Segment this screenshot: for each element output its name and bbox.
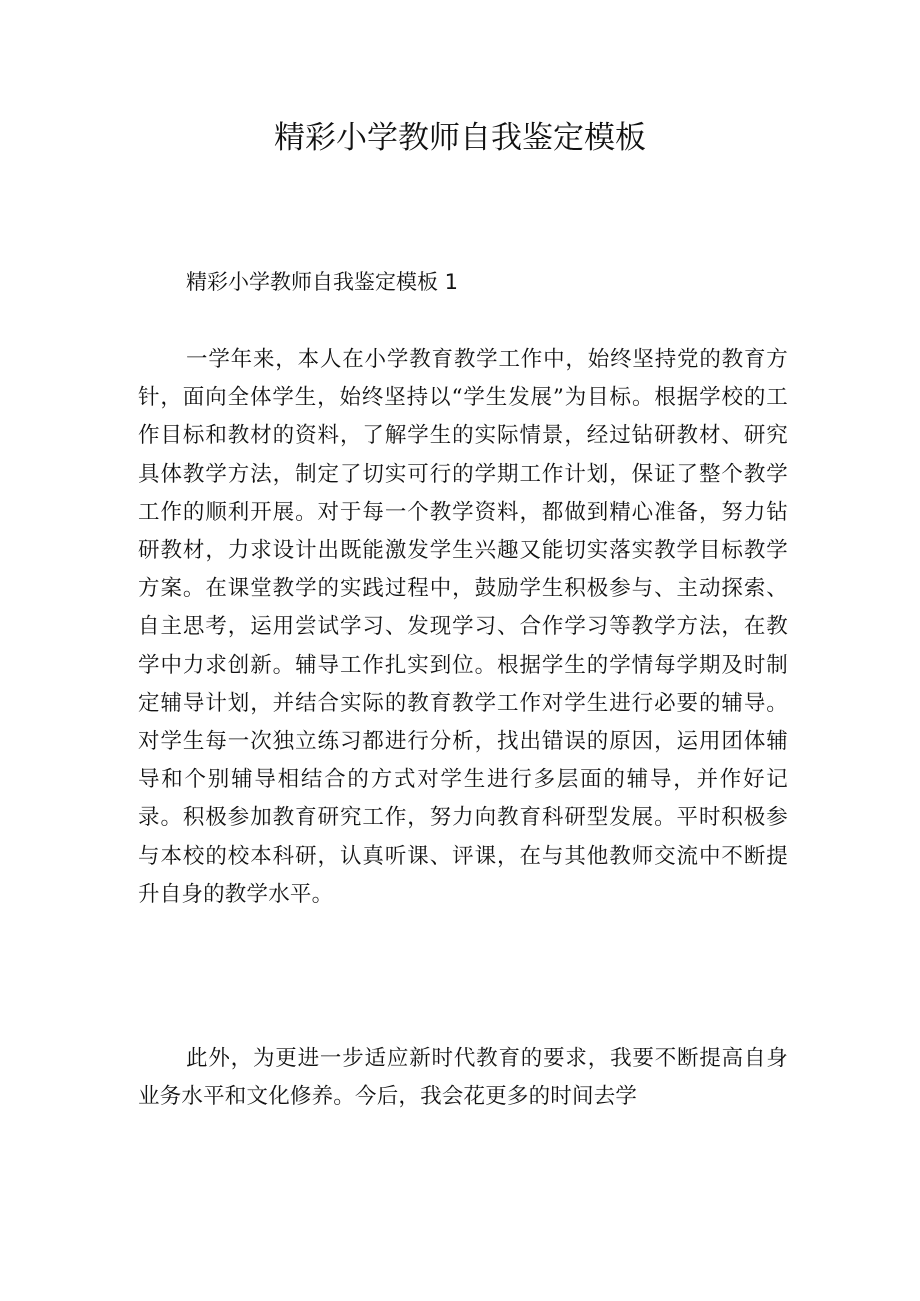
document-title: 精彩小学教师自我鉴定模板 (274, 120, 646, 156)
body-paragraph-1: 一学年来，本人在小学教育教学工作中，始终坚持党的教育方针，面向全体学生，始终坚持以“学生发展”为目标。根据学校的工作目标和教材的资料，了解学生的实际情景，经过钻研教材、研究具体教学方法，制定了切实可行的学期工作计划，保证了整个教学工作的顺利开展。对于每一个教学资料，都做到精心准备，努力钻研教材，力求设计出既能激发学生兴趣又能切实落实教学目标教学方案。在课堂教学的实践过程中，鼓励学生积极参与、主动探索、自主思考，运用尝试学习、发现学习、合作学习等教学方法，在教学中力求创新。辅导工作扎实到位。根据学生的学情每学期及时制定辅导计划，并结合实际的教育教学工作对学生进行必要的辅导。对学生每一次独立练习都进行分析，找出错误的原因，运用团体辅导和个别辅导相结合的方式对学生进行多层面的辅导，并作好记录。积极参加教育研究工作，努力向教育科研型发展。平时积极参与本校的校本科研，认真听课、评课，在与其他教师交流中不断提升自身的教学水平。 (138, 347, 788, 907)
body-paragraph-2: 此外，为更进一步适应新时代教育的要求，我要不断提高自身业务水平和文化修养。今后，我会花更多的时间去学 (138, 1046, 788, 1110)
section-heading: 精彩小学教师自我鉴定模板 1 (186, 270, 459, 294)
